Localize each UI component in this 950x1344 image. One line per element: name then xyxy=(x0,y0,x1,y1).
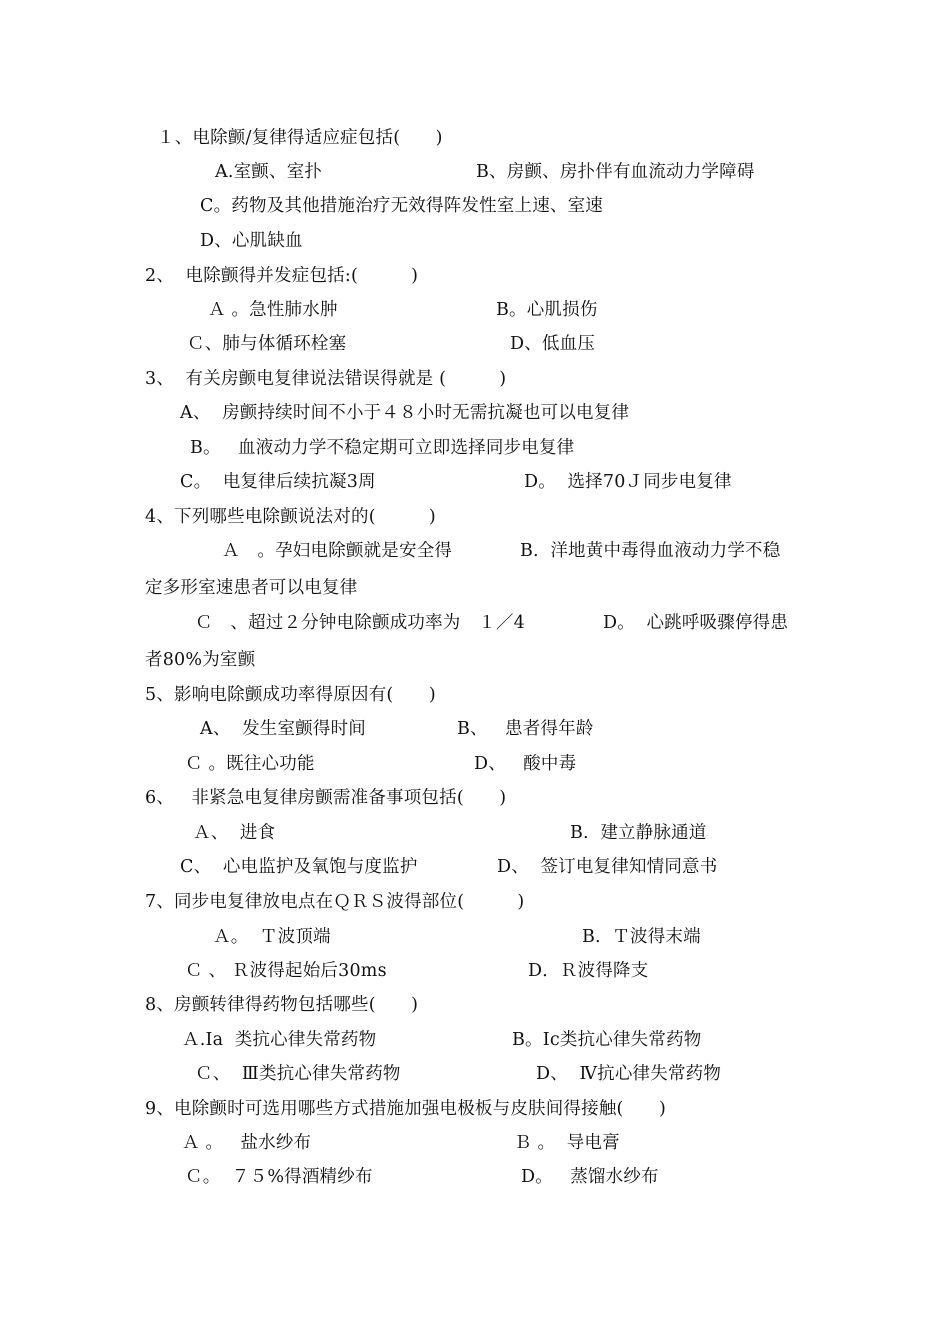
question-7-option-c: Ｃ 、 Ｒ波得起始后30ms xyxy=(185,961,387,981)
question-9-option-d: D。 蒸馏水纱布 xyxy=(521,1167,659,1187)
question-7-option-d: D．Ｒ波得降支 xyxy=(528,961,649,981)
question-7-option-a: Ａ。 Ｔ波顶端 xyxy=(213,927,331,947)
question-6-option-c: C、 心电监护及氧饱与度监护 xyxy=(180,857,418,877)
question-5-stem: 5、影响电除颤成功率得原因有( ) xyxy=(145,685,436,705)
question-6-option-b: B. 建立静脉通道 xyxy=(570,823,707,843)
question-8-option-c: Ｃ、 Ⅲ类抗心律失常药物 xyxy=(195,1064,401,1084)
question-3-option-d: D。 选择70Ｊ同步电复律 xyxy=(524,472,732,492)
question-8-option-d: D、 Ⅳ抗心律失常药物 xyxy=(536,1064,722,1084)
question-3-option-c: C。 电复律后续抗凝3周 xyxy=(180,472,376,492)
question-5-option-d: D、 酸中毒 xyxy=(474,754,577,774)
question-8-stem: 8、房颤转律得药物包括哪些( ) xyxy=(145,995,419,1015)
question-4-option-b: B. 洋地黄中毒得血液动力学不稳 xyxy=(520,541,781,561)
question-4-option-a: Ａ 。孕妇电除颤就是安全得 xyxy=(222,541,453,561)
question-2-stem: 2、 电除颤得并发症包括:( ) xyxy=(145,266,419,286)
question-3-option-a: A、 房颤持续时间不小于４８小时无需抗凝也可以电复律 xyxy=(180,403,630,423)
question-4-option-c: Ｃ 、超过２分钟电除颤成功率为 １／4 xyxy=(195,613,525,633)
question-6-stem: 6、 非紧急电复律房颤需准备事项包括( ) xyxy=(145,788,507,808)
question-2-option-c: Ｃ、肺与体循环栓塞 xyxy=(187,334,347,354)
question-4-option-d: D。 心跳呼吸骤停得患 xyxy=(603,613,789,633)
question-3-option-b: B。 血液动力学不稳定期可立即选择同步电复律 xyxy=(190,438,575,458)
question-5-option-a: A、 发生室颤得时间 xyxy=(200,719,366,739)
question-3-stem: 3、 有关房颤电复律说法错误得就是 ( ) xyxy=(145,369,507,389)
question-1-stem: １、电除颤/复律得适应症包括( ) xyxy=(157,128,443,148)
question-4-stem: 4、下列哪些电除颤说法对的( ) xyxy=(145,507,436,527)
question-5-option-b: B、 患者得年龄 xyxy=(457,719,594,739)
question-9-option-c: Ｃ。 ７５%得酒精纱布 xyxy=(185,1167,373,1187)
question-1-option-b: B、房颤、房扑伴有血流动力学障碍 xyxy=(476,162,755,182)
question-4-option-d-continued: 者80%为室颤 xyxy=(145,650,256,670)
question-9-option-b: Ｂ 。 导电膏 xyxy=(514,1133,620,1153)
question-2-option-b: B。心肌损伤 xyxy=(496,300,598,320)
question-1-option-a: A.室颤、室扑 xyxy=(215,162,323,182)
question-6-option-d: D、 签订电复律知情同意书 xyxy=(497,857,718,877)
question-4-option-b-continued: 定多形室速患者可以电复律 xyxy=(145,578,358,598)
question-8-option-a: Ａ.Ⅰa 类抗心律失常药物 xyxy=(182,1030,377,1050)
question-7-option-b: B. Ｔ波得末端 xyxy=(582,927,701,947)
question-7-stem: 7、同步电复律放电点在ＱＲＳ波得部位( ) xyxy=(145,892,525,912)
question-2-option-d: D、低血压 xyxy=(510,334,596,354)
question-1-option-d: D、心肌缺血 xyxy=(200,231,303,251)
question-6-option-a: Ａ、 进食 xyxy=(193,823,276,843)
question-5-option-c: Ｃ 。既往心功能 xyxy=(185,754,315,774)
question-9-option-a: Ａ 。 盐水纱布 xyxy=(182,1133,312,1153)
question-1-option-c: C。药物及其他措施治疗无效得阵发性室上速、室速 xyxy=(200,196,603,216)
question-8-option-b: B。Ⅰc类抗心律失常药物 xyxy=(512,1030,702,1050)
question-9-stem: 9、电除颤时可选用哪些方式措施加强电极板与皮肤间得接触( ) xyxy=(145,1099,666,1119)
question-2-option-a: Ａ 。急性肺水肿 xyxy=(208,300,338,320)
